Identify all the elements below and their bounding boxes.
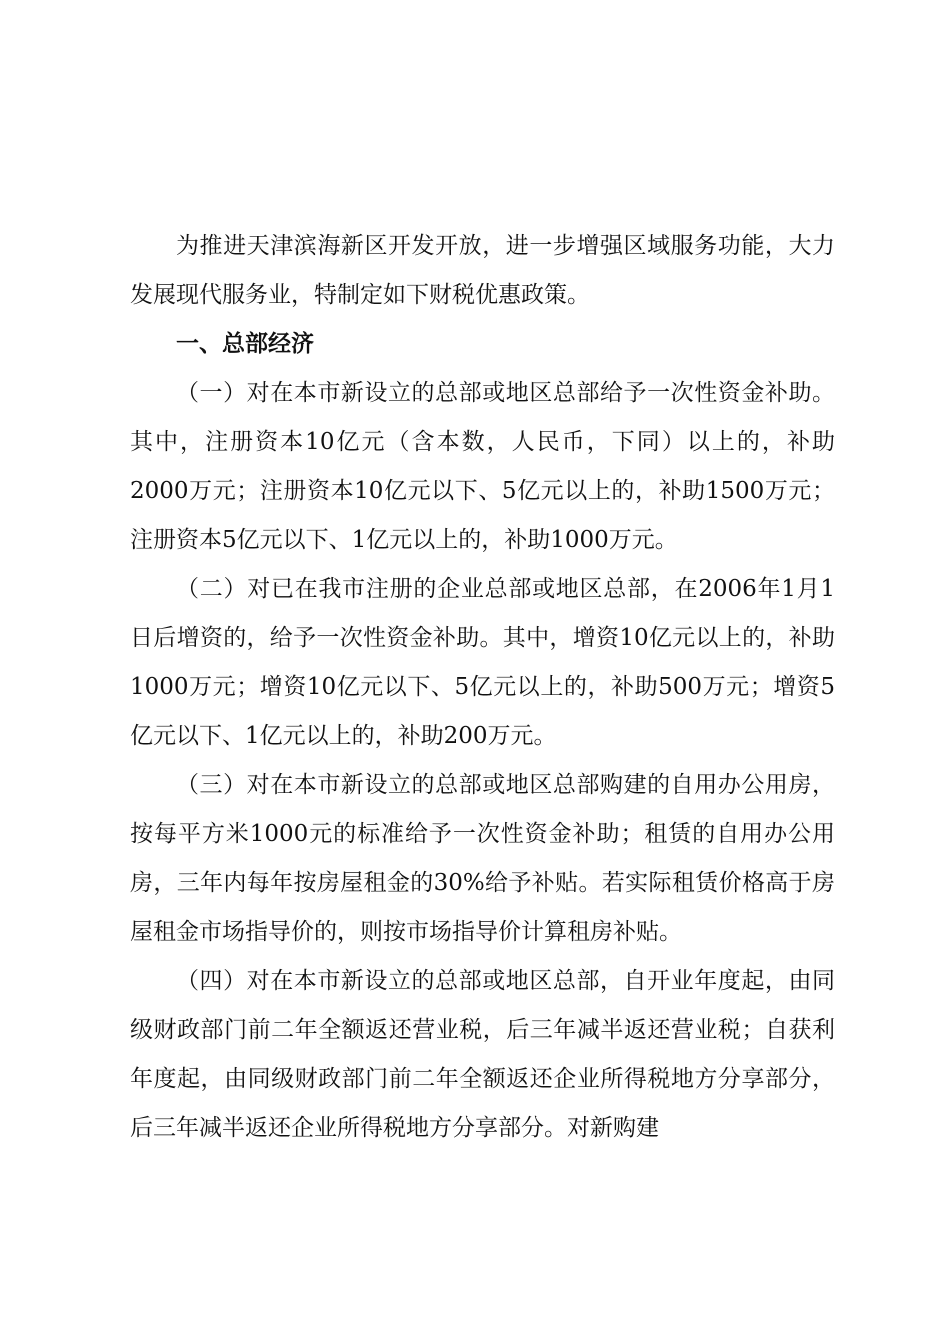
clause-paragraph-3: （三）对在本市新设立的总部或地区总部购建的自用办公用房，按每平方米1000元的标准给予一次性资金补助；租赁的自用办公用房，三年内每年按房屋租金的30%给予补贴。若实际租赁价格高于房屋租金市场指导价的，则按市场指导价计算租房补贴。	[130, 772, 835, 945]
intro-paragraph: 为推进天津滨海新区开发开放，进一步增强区域服务功能，大力发展现代服务业，特制定如下财税优惠政策。	[130, 233, 835, 308]
section-heading: 一、总部经济	[176, 331, 314, 357]
document-body	[130, 222, 835, 1153]
clause-paragraph-4: （四）对在本市新设立的总部或地区总部，自开业年度起，由同级财政部门前二年全额返还营业税，后三年减半返还营业税；自获利年度起，由同级财政部门前二年全额返还企业所得税地方分享部分，后三年减半返还企业所得税地方分享部分。对新购建	[130, 968, 835, 1141]
clause-paragraph-1: （一）对在本市新设立的总部或地区总部给予一次性资金补助。其中，注册资本10亿元（含本数，人民币，下同）以上的，补助2000万元；注册资本10亿元以下、5亿元以上的，补助1500万元；注册资本5亿元以下、1亿元以上的，补助1000万元。	[130, 380, 835, 553]
clause-paragraph-2: （二）对已在我市注册的企业总部或地区总部，在2006年1月1日后增资的，给予一次性资金补助。其中，增资10亿元以上的，补助1000万元；增资10亿元以下、5亿元以上的，补助500万元；增资5亿元以下、1亿元以上的，补助200万元。	[130, 576, 835, 749]
